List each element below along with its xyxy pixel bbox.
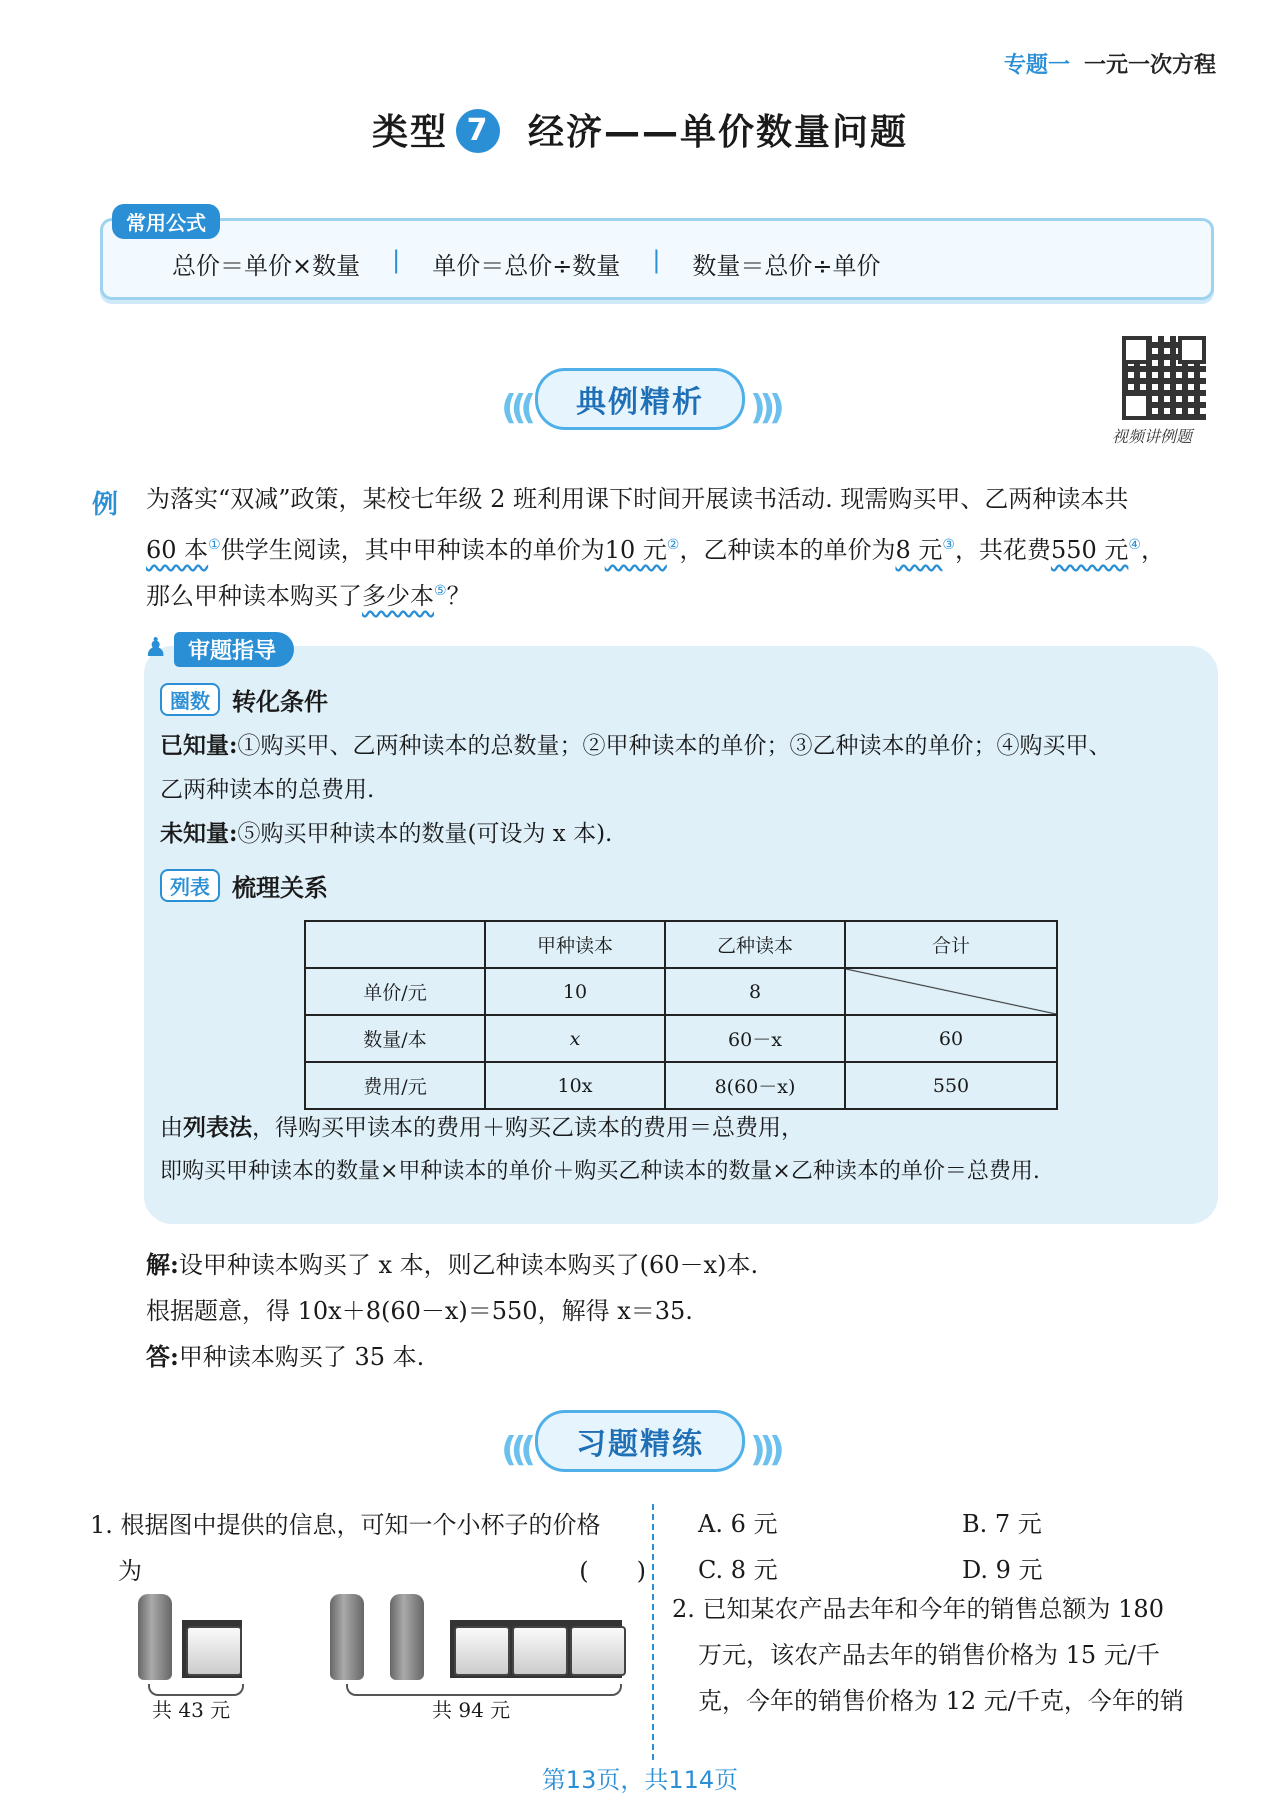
example-text: ， [1140, 536, 1165, 564]
example-line-1: 为落实“双减”政策，某校七年级 2 班利用课下时间开展读书活动. 现需购买甲、乙两种读本共 [146, 485, 1129, 513]
table-row [305, 968, 1057, 1015]
ribbon-left-arcs: ((( [501, 387, 530, 428]
question-1-line-1: 1. 根据图中提供的信息，可知一个小杯子的价格 [90, 1511, 601, 1539]
example-line-2 [146, 522, 1165, 573]
unknown-text: ⑤购买甲种读本的数量(可设为 x 本). [237, 821, 613, 847]
guidance-tag [144, 632, 294, 667]
known-line-2: 乙两种读本的总费用. [160, 777, 375, 803]
circle-4: ④ [1128, 537, 1141, 553]
cond-price-a: 10 元 [604, 536, 667, 564]
thermos-image [330, 1594, 364, 1680]
example-mark: 例 [92, 490, 119, 520]
answer-blank[interactable]: ( ) [579, 1557, 646, 1585]
step-title: 转化条件 [232, 688, 328, 716]
circle-2: ② [666, 537, 680, 553]
cup-image [186, 1626, 242, 1676]
type-number-badge: 7 [456, 109, 500, 153]
caption-left: 共 43 元 [152, 1698, 231, 1722]
cond-total-cost: 550 元 [1050, 536, 1129, 564]
title-prefix: 类型 [371, 112, 448, 153]
practice-section-ribbon [0, 1410, 1280, 1472]
cup-image [512, 1626, 568, 1676]
ribbon-right-arcs: ))) [750, 1429, 779, 1470]
conclusion-text: ，得购买甲读本的费用＋购买乙读本的费用＝总费用， [252, 1115, 804, 1141]
example-section-ribbon [0, 368, 1280, 430]
step-badge: 列表 [160, 869, 220, 902]
step-badge: 圈数 [160, 683, 220, 716]
question-1-line-2: 为 [118, 1557, 142, 1585]
table-cell: 60－x [665, 1015, 845, 1062]
question-2-line-1: 2. 已知某农产品去年和今年的销售总额为 180 [672, 1595, 1164, 1623]
qr-code-icon[interactable] [1122, 336, 1206, 420]
option-b[interactable]: B. 7 元 [962, 1510, 1042, 1538]
table-row [305, 1015, 1057, 1062]
question-2 [672, 1586, 1228, 1724]
table-row [305, 1062, 1057, 1109]
circle-3: ③ [942, 537, 955, 553]
solution-line-2: 根据题意，得 10x＋8(60－x)＝550，解得 x＝35. [146, 1297, 693, 1325]
cup-image [570, 1626, 626, 1676]
caption-right: 共 94 元 [432, 1698, 511, 1722]
table-cell: 10x [485, 1062, 665, 1109]
example-line-3 [146, 568, 471, 619]
option-c[interactable]: C. 8 元 [698, 1556, 778, 1584]
example-text: ？ [446, 582, 471, 610]
table-header-cell: 合计 [845, 921, 1057, 968]
formula-total: 总价＝单价×数量 [172, 252, 361, 280]
cond-unknown: 多少本 [362, 582, 434, 610]
teacher-icon: ♟ [144, 632, 168, 663]
known-text: ①购买甲、乙两种读本的总数量；②甲种读本的单价；③乙种读本的单价；④购买甲、 [237, 733, 1112, 759]
ribbon-left-arcs: ((( [501, 1429, 530, 1470]
thermos-image [138, 1594, 172, 1680]
table-cell: 数量/本 [305, 1015, 485, 1062]
option-d[interactable]: D. 9 元 [962, 1556, 1043, 1584]
guidance-tag-label: 审题指导 [174, 632, 294, 667]
question-2-line-3: 克，今年的销售价格为 12 元/千克，今年的销 [698, 1687, 1184, 1715]
solution-label: 解: [146, 1250, 179, 1279]
table-cell: 8(60－x) [665, 1062, 845, 1109]
question-2-line-2: 万元，该农产品去年的销售价格为 15 元/千 [698, 1641, 1160, 1669]
option-a[interactable]: A. 6 元 [698, 1510, 778, 1538]
table-cell: 8 [665, 968, 845, 1015]
practice-section-title: 习题精练 [535, 1410, 745, 1472]
solution-text: 设甲种读本购买了 x 本，则乙种读本购买了(60－x)本. [178, 1251, 759, 1279]
unknown-line [160, 812, 612, 856]
example-text: 供学生阅读，其中甲种读本的单价为 [220, 536, 605, 564]
cup-image [454, 1626, 510, 1676]
table-header-cell: 甲种读本 [485, 921, 665, 968]
qr-label: 视频讲例题 [1112, 427, 1193, 446]
circle-5: ⑤ [434, 583, 447, 599]
table-header-row [305, 921, 1057, 968]
answer-label: 答: [146, 1342, 179, 1371]
title-text: 经济——单价数量问题 [528, 112, 909, 153]
relation-table [304, 920, 1058, 1110]
step-title: 梳理关系 [232, 874, 328, 902]
cond-total-count: 60 本 [146, 536, 209, 564]
example-text: ，共花费 [954, 536, 1051, 564]
table-cell: x [485, 1015, 665, 1062]
formula-row [172, 246, 881, 281]
conclusion-line-1 [160, 1106, 804, 1150]
cond-price-b: 8 元 [895, 536, 943, 564]
conclusion-method: 列表法 [183, 1114, 252, 1141]
unit-label: 一元一次方程 [1083, 53, 1216, 78]
page-title [0, 104, 1280, 156]
solution-line-1 [146, 1242, 758, 1288]
table-header-cell: 乙种读本 [665, 921, 845, 968]
table-header-cell [305, 921, 485, 968]
example-section-title: 典例精析 [535, 368, 745, 430]
table-cell: 单价/元 [305, 968, 485, 1015]
table-cell: 60 [845, 1015, 1057, 1062]
topic-label: 专题一 [1003, 53, 1070, 78]
formula-quantity: 数量＝总价÷单价 [692, 252, 881, 280]
column-divider [652, 1504, 654, 1760]
ribbon-right-arcs: ))) [750, 387, 779, 428]
known-line-1 [160, 724, 1112, 768]
step-organize-relations [160, 868, 328, 903]
page-number: 第13页，共114页 [541, 1766, 739, 1794]
answer-text: 甲种读本购买了 35 本. [178, 1343, 425, 1371]
step-convert-conditions [160, 682, 328, 717]
table-cell: 550 [845, 1062, 1057, 1109]
thermos-image [390, 1594, 424, 1680]
formula-unit-price: 单价＝总价÷数量 [432, 252, 621, 280]
known-label: 已知量: [160, 732, 238, 759]
circle-1: ① [208, 537, 221, 553]
answer-line [146, 1334, 424, 1380]
conclusion-line-2: 即购买甲种读本的数量×甲种读本的单价＋购买乙种读本的数量×乙种读本的单价＝总费用. [160, 1159, 1040, 1184]
formula-separator: | [652, 246, 661, 274]
question-1 [90, 1502, 650, 1594]
example-text: ，乙种读本的单价为 [679, 536, 896, 564]
conclusion-text: 由 [160, 1115, 183, 1141]
formula-separator: | [392, 246, 401, 274]
table-cell: 费用/元 [305, 1062, 485, 1109]
example-text: 那么甲种读本购买了 [146, 582, 362, 610]
table-cell-diagonal [845, 968, 1057, 1015]
formula-tag: 常用公式 [112, 204, 220, 239]
table-cell: 10 [485, 968, 665, 1015]
chapter-header [1004, 48, 1216, 79]
unknown-label: 未知量: [160, 820, 238, 847]
